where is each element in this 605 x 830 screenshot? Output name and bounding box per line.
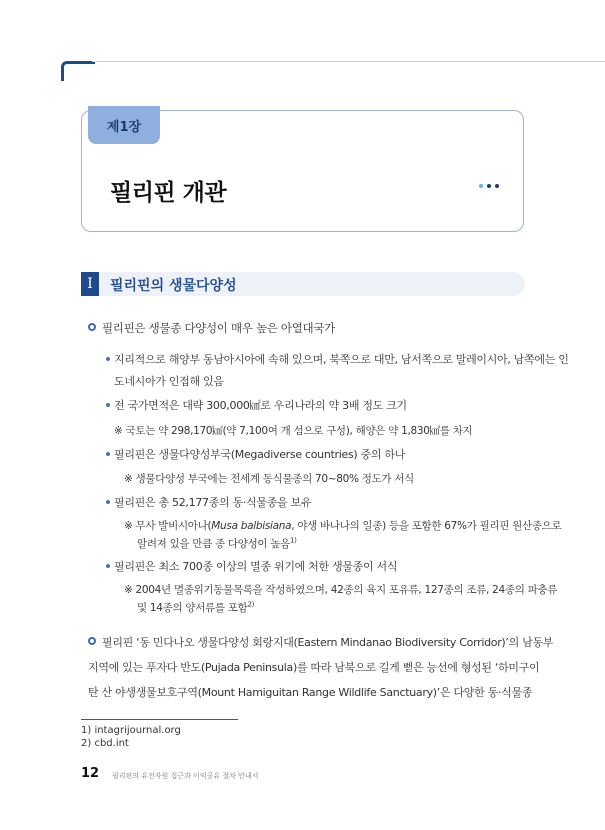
dot-icon: [487, 184, 491, 188]
bullet-icon: [106, 500, 110, 504]
item-text-cont: 탄 산 야생생물보호구역(Mount Hamiguitan Range Wildlife Sanctuary)’은 다양한 동·식물종: [88, 686, 533, 699]
section-number: I: [81, 272, 99, 296]
bullet-text: 지리적으로 해양부 동남아시아에 속해 있으며, 북쪽으로 대만, 남서쪽으로 말레이시아, 남쪽에는 인: [114, 353, 569, 366]
bullet-text: 필리핀은 생물다양성부국(Megadiverse countries) 중의 하나: [114, 448, 406, 461]
bullet-icon: [106, 403, 110, 407]
circle-bullet-icon: [88, 323, 96, 331]
bullet-icon: [106, 357, 110, 361]
section-title: 필리핀의 생물다양성: [110, 278, 237, 294]
dot-icon: [495, 184, 499, 188]
circle-bullet-icon: [88, 637, 96, 645]
header-rule: [92, 61, 605, 62]
chapter-tab: 제1장: [88, 106, 160, 144]
footnote: 2) cbd.int: [81, 738, 129, 749]
bullet-icon: [106, 564, 110, 568]
footnote-rule: [81, 719, 238, 720]
corner-decoration: [61, 61, 95, 81]
chapter-title: 필리핀 개관: [110, 180, 227, 206]
bullet-text: 필리핀은 총 52,177종의 동·식물종을 보유: [114, 496, 312, 509]
note-text-cont: 알려져 있을 만큼 종 다양성이 높음$^{1)}$: [137, 536, 297, 550]
bullet-icon: [106, 452, 110, 456]
note-text-cont: 및 14종의 양서류를 포함$^{2)}$: [137, 600, 255, 614]
footnote: 1) intagrijournal.org: [81, 725, 181, 736]
decorative-dots: [479, 184, 499, 188]
item-text-cont: 지역에 있는 푸자다 반도(Pujada Peninsula)를 따라 남북으로 길게 뻗은 능선에 형성된 ‘하미구이: [88, 661, 540, 674]
page-number: 12: [81, 766, 100, 781]
item-text: 필리핀 ‘동 민다나오 생물다양성 회랑지대(Eastern Mindanao Biodiversity Corridor)’의 남동부: [102, 636, 554, 649]
running-title: 필리핀의 유전자원 접근과 이익공유 절차 안내서: [112, 772, 259, 780]
note-text: ※ 국토는 약 298,170㎢(약 7,100여 개 섬으로 구성), 해양은 약 1,830㎢를 차지: [114, 425, 473, 437]
note-text: ※ 2004년 멸종위기동물목록을 작성하였으며, 42종의 육지 포유류, 127종의 조류, 24종의 파충류: [124, 584, 558, 596]
item-text: 필리핀은 생물종 다양성이 매우 높은 아열대국가: [102, 321, 335, 335]
note-text: ※ 생물다양성 부국에는 전세계 동식물종의 70~80% 정도가 서식: [124, 473, 415, 485]
dot-icon: [479, 184, 483, 188]
note-text: ※ 무사 발비시아나(Musa balbisiana, 야생 바나나의 일종) 등을 포함한 67%가 필리핀 원산종으로: [124, 520, 562, 532]
bullet-text: 전 국가면적은 대략 300,000㎢로 우리나라의 약 3배 정도 크기: [114, 399, 407, 412]
bullet-text: 필리핀은 최소 700종 이상의 멸종 위기에 처한 생물종이 서식: [114, 560, 398, 573]
bullet-text-cont: 도네시아가 인접해 있음: [114, 375, 224, 388]
